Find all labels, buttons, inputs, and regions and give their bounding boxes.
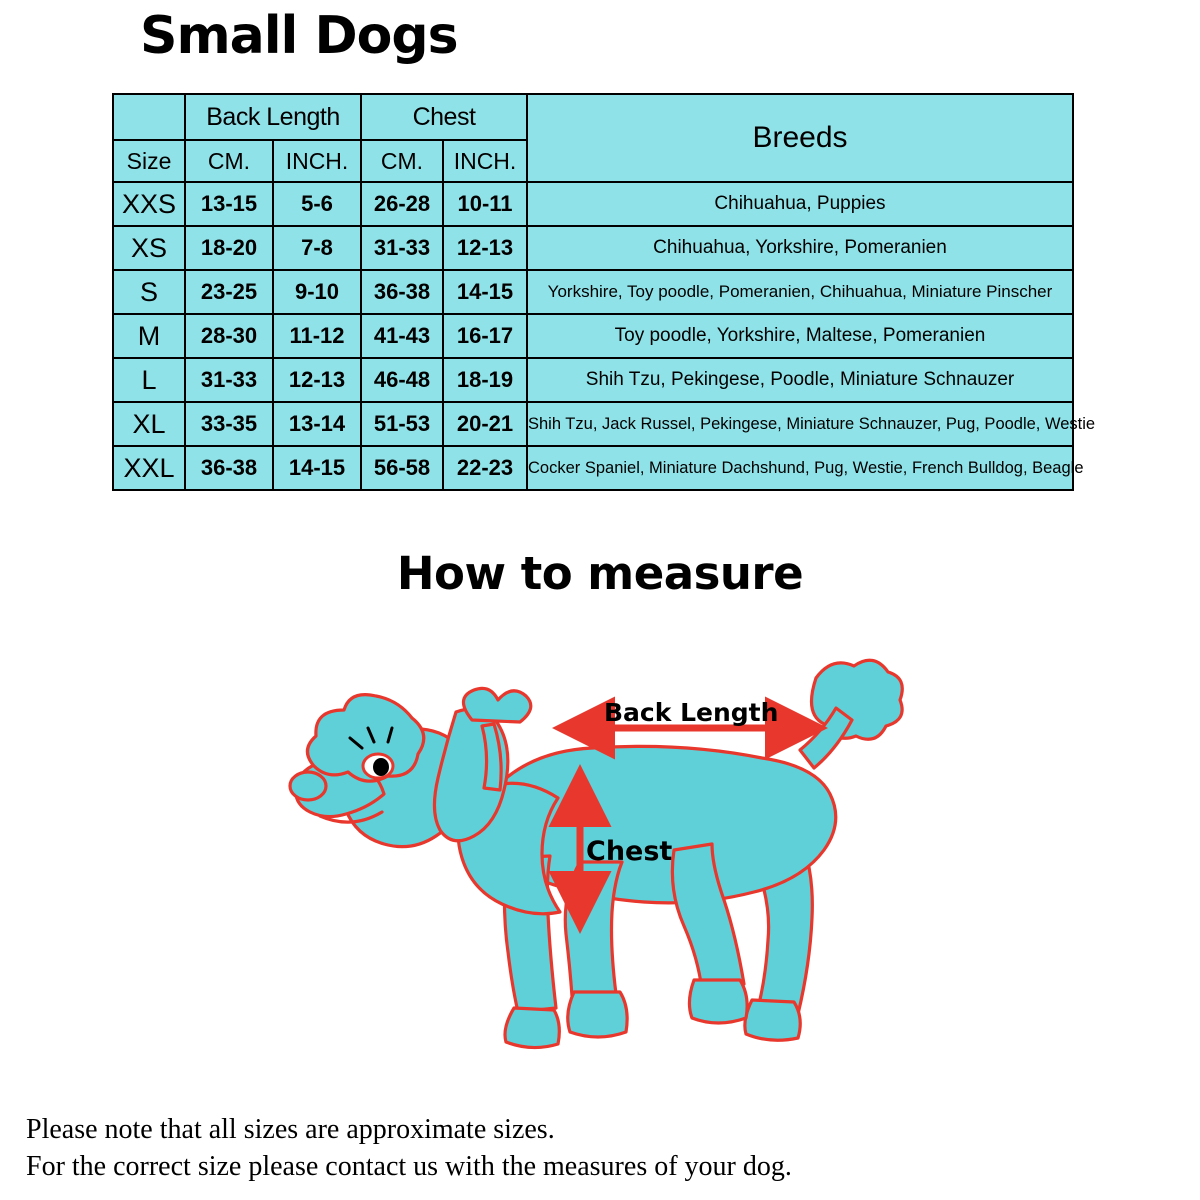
cell-chest-inch: 14-15 xyxy=(443,270,527,314)
header-breeds: Breeds xyxy=(527,94,1073,182)
header-back-length: Back Length xyxy=(185,94,361,140)
header-back-cm: CM. xyxy=(185,140,273,182)
cell-breeds: Toy poodle, Yorkshire, Maltese, Pomeranien xyxy=(527,314,1073,358)
note-line-2: For the correct size please contact us with the measures of your dog. xyxy=(26,1150,792,1182)
cell-size: XXL xyxy=(113,446,185,490)
cell-back-inch: 7-8 xyxy=(273,226,361,270)
cell-size: XS xyxy=(113,226,185,270)
cell-back-cm: 18-20 xyxy=(185,226,273,270)
table-row xyxy=(113,358,1073,402)
table-row xyxy=(113,182,1073,226)
cell-back-cm: 33-35 xyxy=(185,402,273,446)
cell-back-inch: 9-10 xyxy=(273,270,361,314)
cell-chest-cm: 41-43 xyxy=(361,314,443,358)
how-to-measure-heading: How to measure xyxy=(396,547,804,600)
cell-breeds: Cocker Spaniel, Miniature Dachshund, Pug, Westie, French Bulldog, Beagle xyxy=(527,446,1073,490)
cell-chest-inch: 22-23 xyxy=(443,446,527,490)
cell-chest-inch: 16-17 xyxy=(443,314,527,358)
chest-label: Chest xyxy=(586,836,673,867)
measure-diagram xyxy=(280,600,940,1070)
cell-back-inch: 5-6 xyxy=(273,182,361,226)
cell-chest-inch: 12-13 xyxy=(443,226,527,270)
cell-chest-cm: 51-53 xyxy=(361,402,443,446)
table-row xyxy=(113,446,1073,490)
cell-breeds: Chihuahua, Puppies xyxy=(527,182,1073,226)
note-line-1: Please note that all sizes are approximate sizes. xyxy=(26,1114,555,1145)
cell-size: M xyxy=(113,314,185,358)
table-header-group-row xyxy=(113,94,1073,140)
cell-chest-inch: 20-21 xyxy=(443,402,527,446)
cell-chest-cm: 36-38 xyxy=(361,270,443,314)
cell-chest-cm: 26-28 xyxy=(361,182,443,226)
cell-back-cm: 13-15 xyxy=(185,182,273,226)
page-title: Small Dogs xyxy=(140,6,458,66)
cell-back-cm: 31-33 xyxy=(185,358,273,402)
cell-size: L xyxy=(113,358,185,402)
header-chest-cm: CM. xyxy=(361,140,443,182)
back-length-label: Back Length xyxy=(604,698,779,727)
cell-breeds: Yorkshire, Toy poodle, Pomeranien, Chihuahua, Miniature Pinscher xyxy=(527,270,1073,314)
cell-back-inch: 13-14 xyxy=(273,402,361,446)
cell-chest-cm: 56-58 xyxy=(361,446,443,490)
table-row xyxy=(113,270,1073,314)
cell-back-inch: 14-15 xyxy=(273,446,361,490)
header-spacer xyxy=(113,94,185,140)
cell-chest-inch: 18-19 xyxy=(443,358,527,402)
cell-back-inch: 11-12 xyxy=(273,314,361,358)
cell-chest-inch: 10-11 xyxy=(443,182,527,226)
cell-size: XXS xyxy=(113,182,185,226)
header-back-inch: INCH. xyxy=(273,140,361,182)
table-row xyxy=(113,226,1073,270)
cell-breeds: Chihuahua, Yorkshire, Pomeranien xyxy=(527,226,1073,270)
cell-back-cm: 36-38 xyxy=(185,446,273,490)
header-chest: Chest xyxy=(361,94,527,140)
cell-back-cm: 23-25 xyxy=(185,270,273,314)
cell-breeds: Shih Tzu, Pekingese, Poodle, Miniature Schnauzer xyxy=(527,358,1073,402)
size-chart-table-container xyxy=(112,93,1096,491)
cell-chest-cm: 46-48 xyxy=(361,358,443,402)
cell-back-cm: 28-30 xyxy=(185,314,273,358)
cell-chest-cm: 31-33 xyxy=(361,226,443,270)
table-row xyxy=(113,314,1073,358)
table-row xyxy=(113,402,1073,446)
size-chart-table xyxy=(112,93,1096,491)
header-size: Size xyxy=(113,140,185,182)
cell-back-inch: 12-13 xyxy=(273,358,361,402)
header-chest-inch: INCH. xyxy=(443,140,527,182)
cell-size: XL xyxy=(113,402,185,446)
footer-note xyxy=(26,1112,1196,1186)
cell-breeds: Shih Tzu, Jack Russel, Pekingese, Miniature Schnauzer, Pug, Poodle, Westie xyxy=(527,402,1073,446)
cell-size: S xyxy=(113,270,185,314)
